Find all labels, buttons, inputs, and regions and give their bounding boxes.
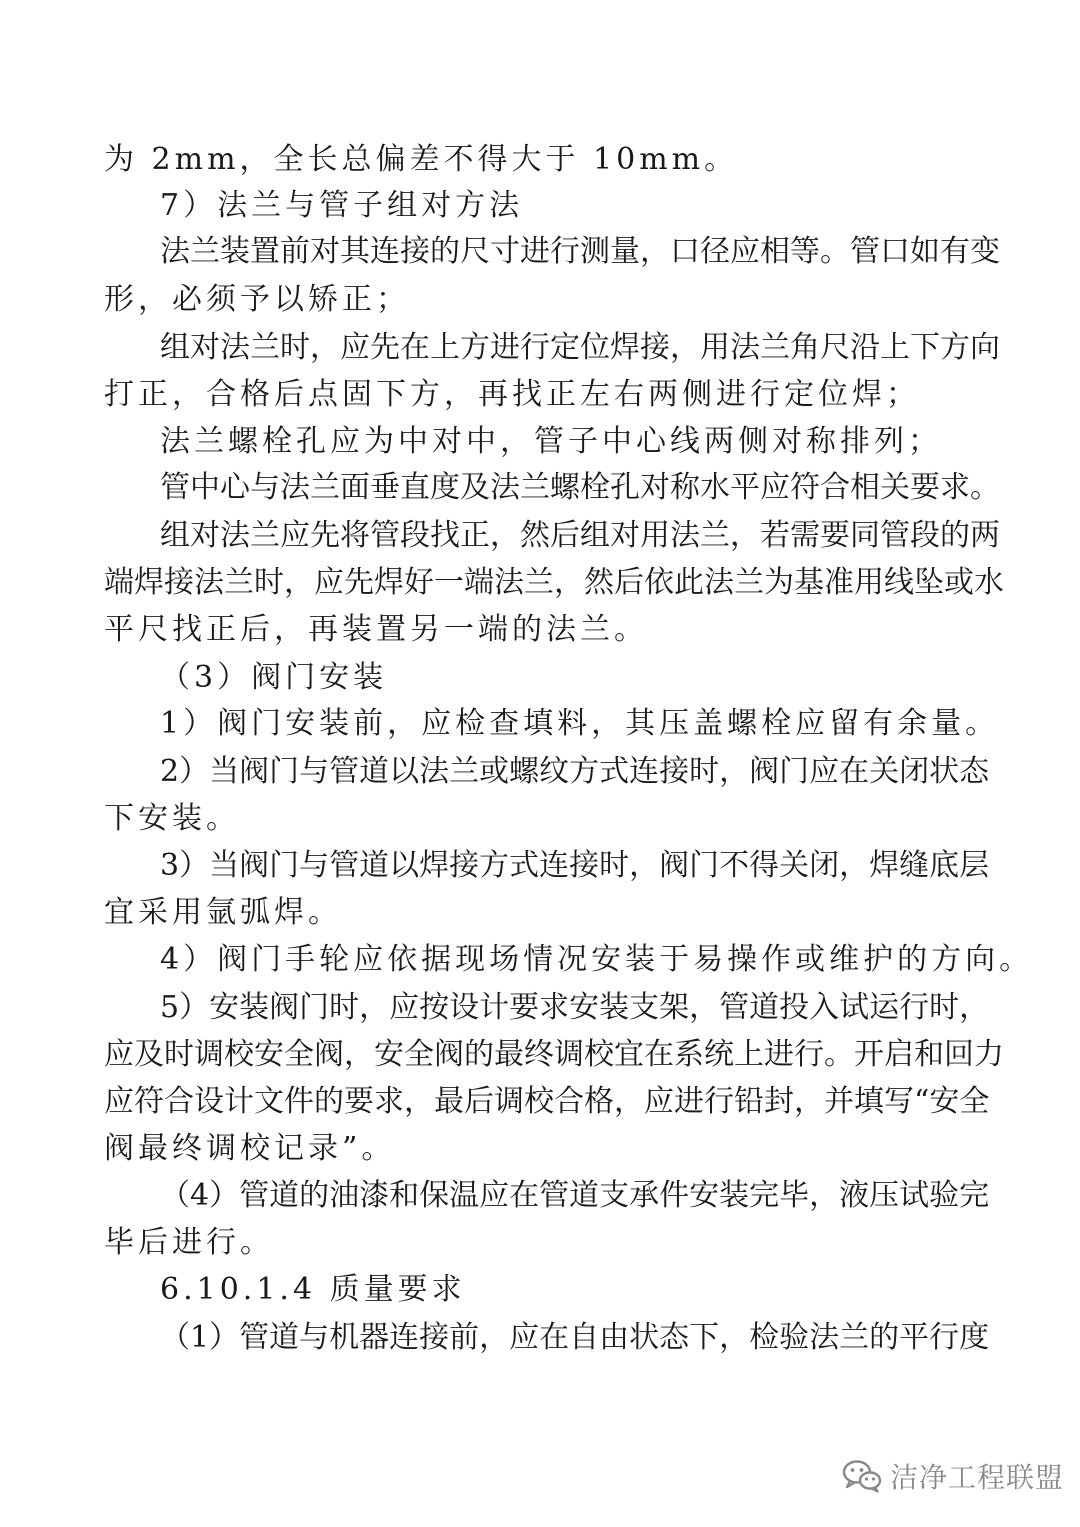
text-line: （1）管道与机器连接前，应在自由状态下，检验法兰的平行度 bbox=[160, 1320, 990, 1355]
text-line: 下安装。 bbox=[104, 801, 240, 836]
text-line: 组对法兰时，应先在上方进行定位焊接，用法兰角尺沿上下方向 bbox=[160, 330, 1000, 365]
text-line: 法兰螺栓孔应为中对中，管子中心线两侧对称排列； bbox=[160, 424, 942, 459]
text-line: 法兰装置前对其连接的尺寸进行测量，口径应相等。管口如有变 bbox=[160, 234, 1000, 269]
text-line: 应及时调校安全阀，安全阀的最终调校宜在系统上进行。开启和回力 bbox=[104, 1037, 1004, 1072]
text-line: 7）法兰与管子组对方法 bbox=[160, 188, 524, 223]
text-line: 2）当阀门与管道以法兰或螺纹方式连接时，阀门应在关闭状态 bbox=[160, 754, 990, 789]
wechat-icon bbox=[842, 1459, 882, 1493]
watermark bbox=[842, 1456, 1064, 1496]
text-line: 为 2mm，全长总偏差不得大于 10mm。 bbox=[104, 142, 739, 177]
text-line: 形，必须予以矫正； bbox=[104, 282, 410, 317]
text-line: 宜采用氩弧焊。 bbox=[104, 895, 342, 930]
text-line: 5）安装阀门时，应按设计要求安装支架，管道投入试运行时， bbox=[160, 990, 990, 1025]
text-line: 端焊接法兰时，应先焊好一端法兰，然后依此法兰为基准用线坠或水 bbox=[104, 565, 1004, 600]
text-line: 毕后进行。 bbox=[104, 1225, 274, 1260]
text-line: 阀最终调校记录”。 bbox=[104, 1131, 396, 1166]
text-line: 4）阀门手轮应依据现场情况安装于易操作或维护的方向。 bbox=[160, 942, 1034, 977]
text-line: 应符合设计文件的要求，最后调校合格，应进行铅封，并填写“安全 bbox=[104, 1084, 990, 1119]
section-heading: 6.10.1.4 质量要求 bbox=[160, 1272, 466, 1307]
watermark-text: 洁净工程联盟 bbox=[890, 1461, 1065, 1494]
text-line: 平尺找正后，再装置另一端的法兰。 bbox=[104, 612, 648, 647]
section-heading: （3）阀门安装 bbox=[160, 660, 388, 695]
text-line: 打正，合格后点固下方，再找正左右两侧进行定位焊； bbox=[104, 377, 920, 412]
text-line: 管中心与法兰面垂直度及法兰螺栓孔对称水平应符合相关要求。 bbox=[160, 470, 1000, 505]
text-line: 3）当阀门与管道以焊接方式连接时，阀门不得关闭，焊缝底层 bbox=[160, 848, 990, 883]
text-line: 组对法兰应先将管段找正，然后组对用法兰，若需要同管段的两 bbox=[160, 518, 1000, 553]
text-line: 1）阀门安装前，应检查填料，其压盖螺栓应留有余量。 bbox=[160, 706, 1000, 741]
text-line: （4）管道的油漆和保温应在管道支承件安装完毕，液压试验完 bbox=[160, 1178, 990, 1213]
